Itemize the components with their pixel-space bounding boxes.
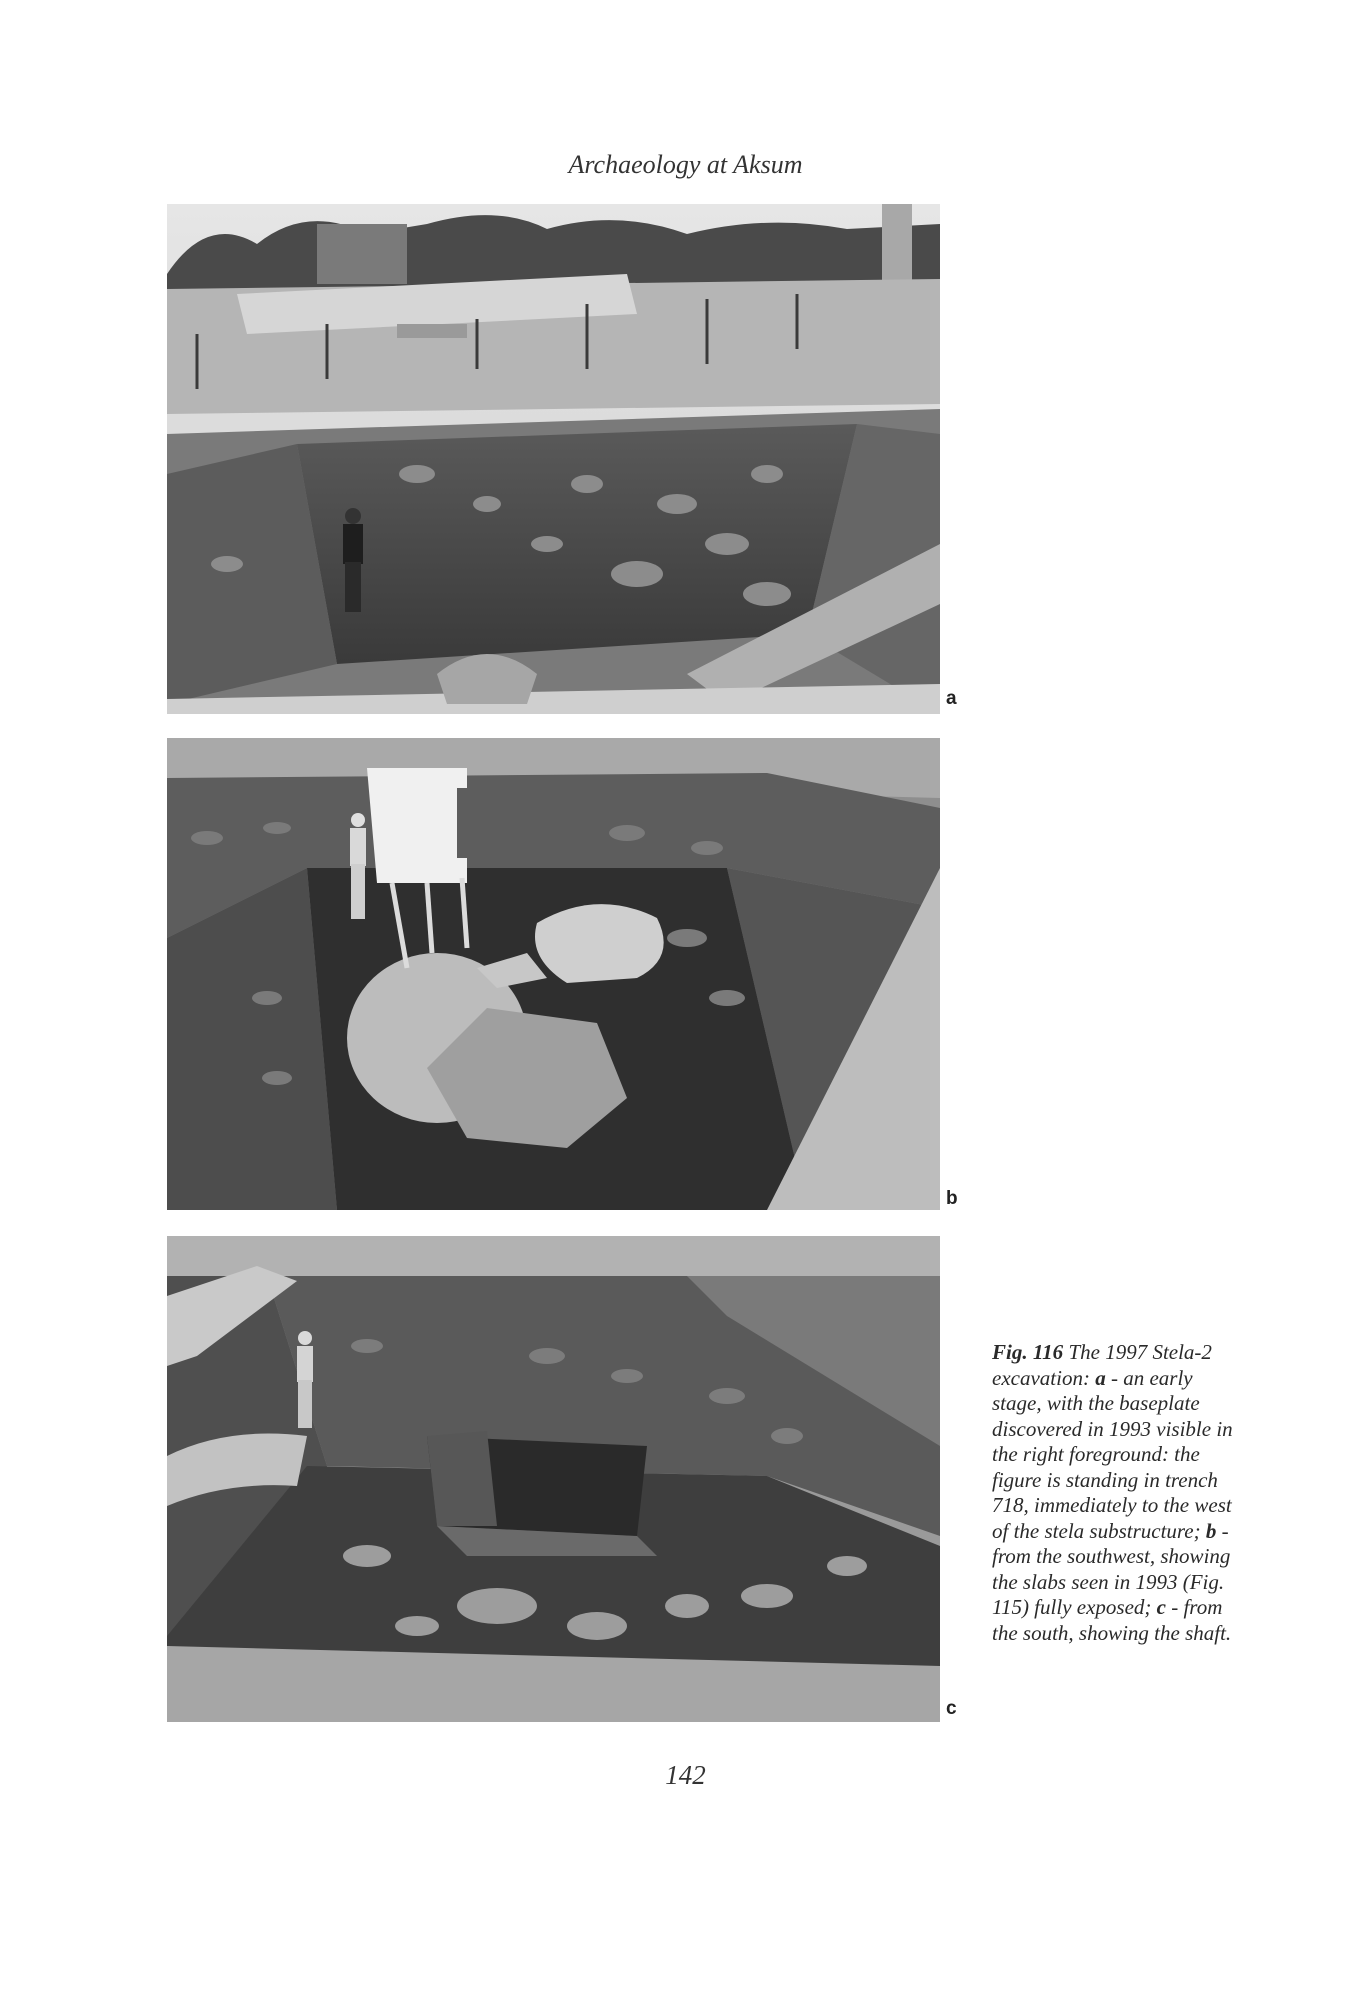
photo-plate-b: [167, 738, 940, 1210]
caption-item-c-text: - from the south, showing the shaft.: [992, 1595, 1232, 1645]
caption-figure-label: Fig. 116: [992, 1340, 1064, 1364]
photo-a-image: [167, 204, 940, 714]
caption-item-a-text: - an early stage, with the baseplate discovered in 1993 visible in the right foreground: the figure is standing in trench 718, immediately to the west of the stela substructure;: [992, 1365, 1233, 1543]
plate-letter-c: c: [946, 1698, 957, 1719]
photo-c-image: [167, 1236, 940, 1722]
plate-letter-a: a: [946, 688, 957, 709]
caption-item-a-label: a: [1095, 1365, 1106, 1390]
running-head: Archaeology at Aksum: [568, 150, 803, 179]
caption-item-c-label: c: [1156, 1595, 1166, 1619]
photo-b-image: [167, 738, 940, 1210]
caption-intro: The 1997 Stela-2 excavation:: [992, 1340, 1212, 1390]
caption-item-b-text: - from the southwest, showing the slabs seen in 1993 (Fig. 115) fully exposed;: [992, 1518, 1231, 1619]
page-number: 142: [665, 1760, 706, 1790]
caption-item-b-label: b: [1205, 1518, 1217, 1543]
photo-plate-a: [167, 204, 940, 714]
figure-caption: [992, 1340, 1242, 1646]
photo-plate-c: [167, 1236, 940, 1722]
plate-letter-b: b: [946, 1188, 958, 1209]
